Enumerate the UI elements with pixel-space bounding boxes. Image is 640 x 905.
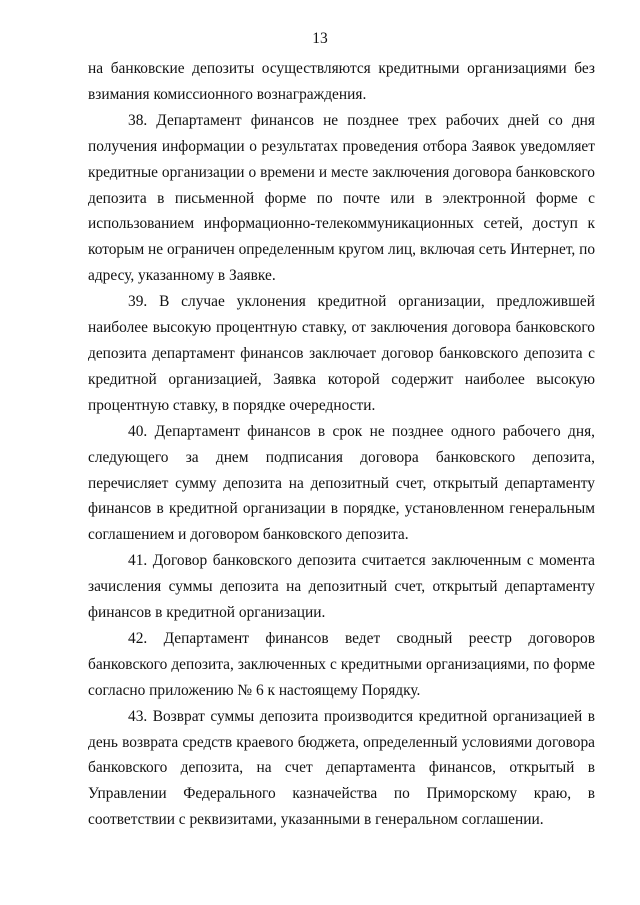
page-number: 13 — [312, 30, 328, 47]
document-body — [88, 56, 595, 833]
paragraph-41: 41. Договор банковского депозита считается заключенным с момента зачисления суммы депозита на депозитный счет, открытый департаменту финансов в кредитной организации. — [88, 552, 595, 622]
paragraph-40: 40. Департамент финансов в срок не позднее одного рабочего дня, следующего за днем подписания договора банковского депозита, перечисляет сумму депозита на депозитный счет, открытый департаменту финансов в кредитной организации в порядке, установленном генеральным соглашением и договором банковского депозита. — [88, 422, 595, 544]
paragraph-43: 43. Возврат суммы депозита производится кредитной организацией в день возврата средств краевого бюджета, определенный условиями договора банковского депозита, на счет департамента финансов, открытый в Управлении Федерального казначейства по Приморскому краю, в соответствии с реквизитами, указанными в генеральном соглашении. — [88, 707, 595, 829]
paragraph-continuation: на банковские депозиты осуществляются кредитными организациями без взимания комиссионного вознаграждения. — [88, 60, 595, 103]
paragraph-39: 39. В случае уклонения кредитной организации, предложившей наиболее высокую процентную ставку, от заключения договора банковского депозита департамент финансов заключает договор банковского депозита с кредитной организацией, Заявка которой содержит наиболее высокую процентную ставку, в порядке очередности. — [88, 293, 595, 414]
paragraph-38: 38. Департамент финансов не позднее трех рабочих дней со дня получения информации о результатах проведения отбора Заявок уведомляет кредитные организации о времени и месте заключения договора банковского депозита в письменной форме по почте или в электронной форме с использованием информационно-телекоммуникационных сетей, доступ к которым не ограничен определенным кругом лиц, включая сеть Интернет, по адресу, указанному в Заявке. — [88, 111, 596, 285]
paragraph-42: 42. Департамент финансов ведет сводный реестр договоров банковского депозита, заключенных с кредитными организациями, по форме согласно приложению № 6 к настоящему Порядку. — [88, 629, 595, 699]
